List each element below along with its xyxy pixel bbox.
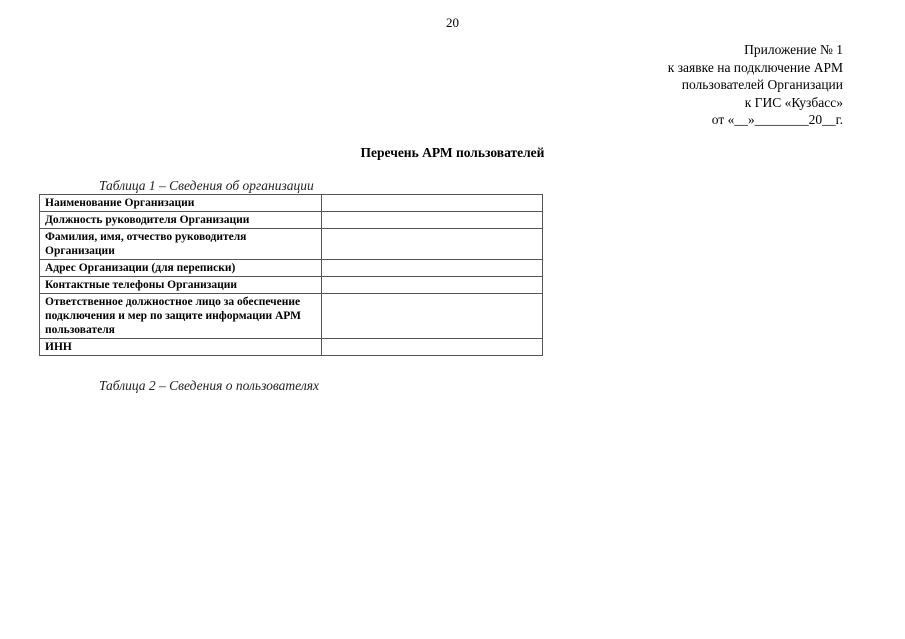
table2-caption: Таблица 2 – Сведения о пользователях [99,378,319,393]
table1-caption: Таблица 1 – Сведения об организации [99,178,314,193]
row-value-field[interactable] [321,229,542,260]
table-row [40,195,543,212]
row-value-field[interactable] [321,260,542,277]
appendix-line-3: пользователей Организации [681,77,843,92]
row-value-field[interactable] [321,294,542,339]
row-value-field[interactable] [321,339,542,356]
row-value-field[interactable] [321,195,542,212]
row-label: Наименование Организации [40,195,322,212]
appendix-date-line: от «__»________20__г. [711,112,843,127]
row-value-field[interactable] [321,212,542,229]
table-row [40,260,543,277]
table-row [40,294,543,339]
row-label: Контактные телефоны Организации [40,277,322,294]
row-label: ИНН [40,339,322,356]
row-label: Должность руководителя Организации [40,212,322,229]
appendix-header [668,41,843,129]
table-row [40,212,543,229]
document-title: Перечень АРМ пользователей [360,145,545,160]
row-label: Ответственное должностное лицо за обеспечение подключения и мер по защите информации АРМ пользователя [40,294,322,339]
table-row [40,229,543,260]
appendix-line-1: Приложение № 1 [744,42,843,57]
row-value-field[interactable] [321,277,542,294]
organization-info-table [39,194,543,356]
row-label: Адрес Организации (для переписки) [40,260,322,277]
table-row [40,277,543,294]
page-number: 20 [446,15,459,30]
appendix-line-4: к ГИС «Кузбасс» [744,94,843,110]
appendix-line-2: к заявке на подключение АРМ [667,59,843,75]
row-label: Фамилия, имя, отчество руководителя Организации [40,229,322,260]
table-row [40,339,543,356]
